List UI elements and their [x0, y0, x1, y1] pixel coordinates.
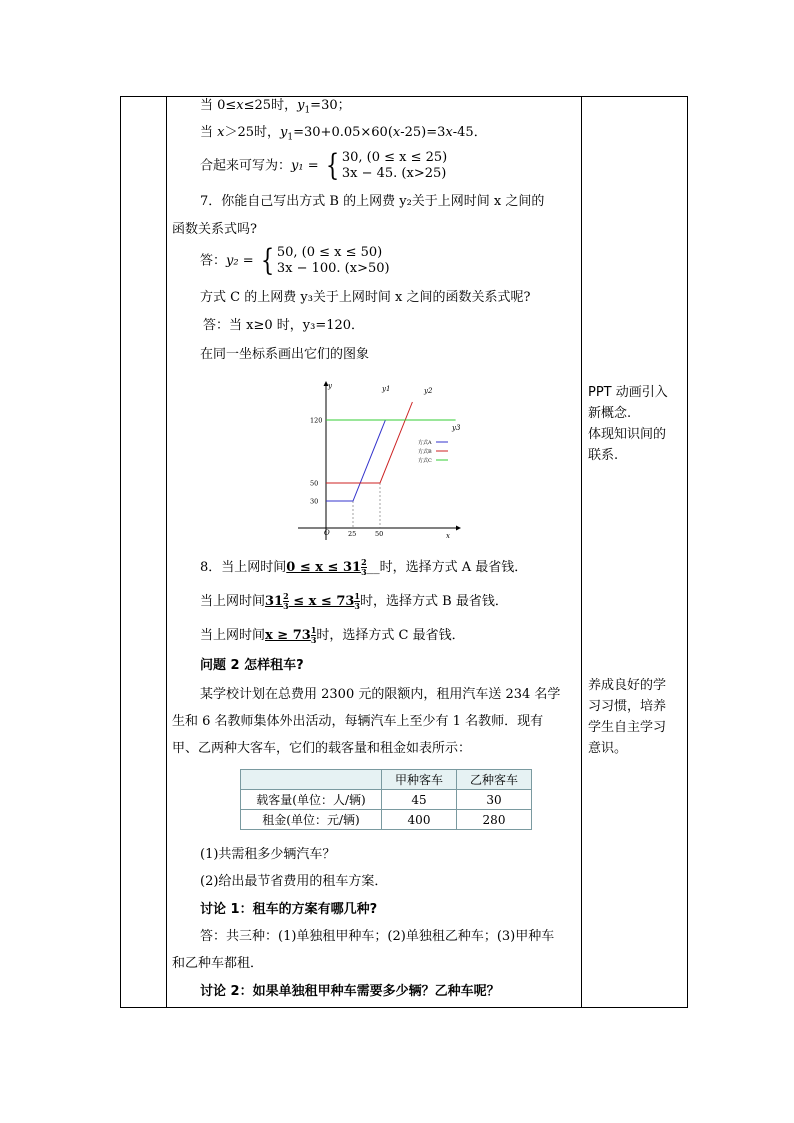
- teaching-note-2: [588, 675, 686, 759]
- discussion-1: 讨论 1：租车的方案有哪几种?: [200, 902, 378, 917]
- table-cell: 45: [382, 790, 457, 810]
- question-c: 方式 C 的上网费 y₃关于上网时间 x 之间的函数关系式呢?: [200, 290, 531, 305]
- q8-1-prefix: 8．当上网时间: [200, 560, 287, 575]
- note-2-line: 养成良好的学: [588, 678, 667, 693]
- question-7-line-b: 函数关系式吗?: [172, 222, 257, 237]
- question-8-line-2: [200, 592, 508, 612]
- note-1-line: 体现知识间的: [588, 427, 667, 442]
- note-2-line: 意识。: [588, 741, 628, 756]
- question-7-line-a: 7．你能自己写出方式 B 的上网费 y₂关于上网时间 x 之间的: [200, 194, 545, 209]
- column-divider-right: [581, 97, 582, 1007]
- y-tick-label: 30: [310, 497, 319, 506]
- piecewise-y1-case1: 30, (0 ≤ x ≤ 25): [341, 150, 448, 165]
- x-axis-label: x: [446, 532, 450, 540]
- table-cell: 30: [457, 790, 532, 810]
- table-header-type-b: 乙种客车: [457, 770, 532, 790]
- answer-1-line-b: 和乙种车都租．: [172, 956, 264, 971]
- piecewise-y2-case2: 3x − 100. (x>50): [276, 261, 390, 276]
- problem-2-text-b: 生和 6 名教师集体外出活动，每辆汽车上至少有 1 名教师．现有: [172, 714, 544, 729]
- answer-7-prefix: 答：: [200, 253, 227, 269]
- q8-3-suffix: 时，选择方式 C 最省钱．: [316, 628, 465, 643]
- piecewise-y2-case1: 50, (0 ≤ x ≤ 50): [276, 245, 383, 260]
- sub-question-2: (2)给出最节省费用的租车方案．: [200, 874, 388, 889]
- y-tick-label: 120: [310, 416, 323, 425]
- teaching-note-1: [588, 382, 686, 466]
- piecewise-y2: 答：y₂ = { 50, (0 ≤ x ≤ 50) 3x − 100. (x>50): [200, 243, 390, 278]
- series-line-y2: [326, 402, 412, 483]
- q8-2-prefix: 当上网时间: [200, 594, 266, 609]
- piecewise-y2-label: y₂ =: [226, 253, 254, 269]
- table-row-label: 载客量(单位：人/辆): [241, 790, 382, 810]
- answer-1-line-a: 答：共三种：(1)单独租甲种车；(2)单独租乙种车；(3)甲种车: [200, 929, 555, 944]
- legend-label: 方式B: [418, 449, 432, 455]
- table-header-type-a: 甲种客车: [382, 770, 457, 790]
- text-line-2: 当 x＞25时，$y_1=30+0.05\times 60(x-25)=3x-45$．: [200, 125, 487, 143]
- q8-2-suffix: 时，选择方式 B 最省钱．: [360, 594, 508, 609]
- y-axis-label: y: [328, 382, 332, 390]
- series-line-y1: [326, 420, 385, 501]
- legend-label: 方式C: [418, 458, 432, 464]
- curve-label-y1: y1: [382, 385, 391, 393]
- q8-1-suffix: 时，选择方式 A 最省钱．: [379, 560, 528, 575]
- question-8-line-3: [200, 626, 465, 646]
- note-2-line: 学生自主学习: [588, 720, 667, 735]
- answer-c: 答：当 x≥0 时，y₃=120．: [203, 318, 365, 333]
- function-graph: [296, 378, 466, 543]
- table-cell: 280: [457, 810, 532, 830]
- y-tick-label: 50: [310, 479, 319, 488]
- problem-2-text-c: 甲、乙两种大客车，它们的载客量和租金如表所示：: [172, 741, 472, 756]
- table-header-empty: [241, 770, 382, 790]
- text-line-1: 当 0≤x≤25时，$y_1=30$；: [200, 98, 351, 116]
- q8-1-answer: 0 ≤ x ≤ 31 $\frac{2}{3}$: [286, 557, 367, 577]
- bus-rental-table: [240, 769, 532, 830]
- piecewise-y1-label: y₁ =: [291, 158, 319, 174]
- problem-2-text-a: 某学校计划在总费用 2300 元的限额内，租用汽车送 234 名学: [200, 687, 561, 702]
- draw-instruction: 在同一坐标系画出它们的图象: [200, 347, 370, 362]
- table-row: [241, 790, 532, 810]
- curve-label-y3: y3: [452, 424, 461, 432]
- note-2-line: 习习惯，培养: [588, 699, 667, 714]
- column-divider-left: [166, 97, 167, 1007]
- q8-2-answer: 31 $\frac{2}{3}$ ≤ x ≤ 73 $\frac{1}{3}$: [265, 591, 360, 611]
- table-row: [241, 810, 532, 830]
- piecewise-y1-prefix: 合起来可写为：: [200, 158, 292, 174]
- note-1-line: 联系.: [588, 448, 619, 463]
- table-row-label: 租金(单位：元/辆): [241, 810, 382, 830]
- problem-2-heading: 问题 2 怎样租车?: [200, 658, 304, 673]
- note-1-line: 新概念.: [588, 406, 632, 421]
- q8-3-prefix: 当上网时间: [200, 628, 266, 643]
- question-8-line-1: 8．当上网时间0 ≤ x ≤ 31 $\frac{2}{3}$ __时，选择方式 A 最省钱．: [200, 557, 528, 577]
- piecewise-y1: 合起来可写为：y₁ = { 30, (0 ≤ x ≤ 25) 3x − 45. (x>25): [200, 148, 448, 183]
- sub-question-1: (1)共需租多少辆汽车？: [200, 847, 336, 862]
- curve-label-y2: y2: [424, 387, 433, 395]
- table-cell: 400: [382, 810, 457, 830]
- table-header-row: [241, 770, 532, 790]
- legend-label: 方式A: [418, 440, 432, 446]
- note-1-line: PPT 动画引入: [588, 385, 668, 400]
- q8-3-answer: x ≥ 73 $\frac{1}{3}$: [265, 625, 317, 645]
- x-tick-label: 25: [348, 530, 357, 538]
- origin-label: O: [324, 529, 330, 537]
- discussion-2: 讨论 2：如果单独租甲种车需要多少辆？乙种车呢？: [200, 984, 500, 999]
- piecewise-y1-case2: 3x − 45. (x>25): [341, 166, 447, 181]
- x-tick-label: 50: [375, 530, 384, 538]
- x-axis-arrow: [456, 526, 461, 531]
